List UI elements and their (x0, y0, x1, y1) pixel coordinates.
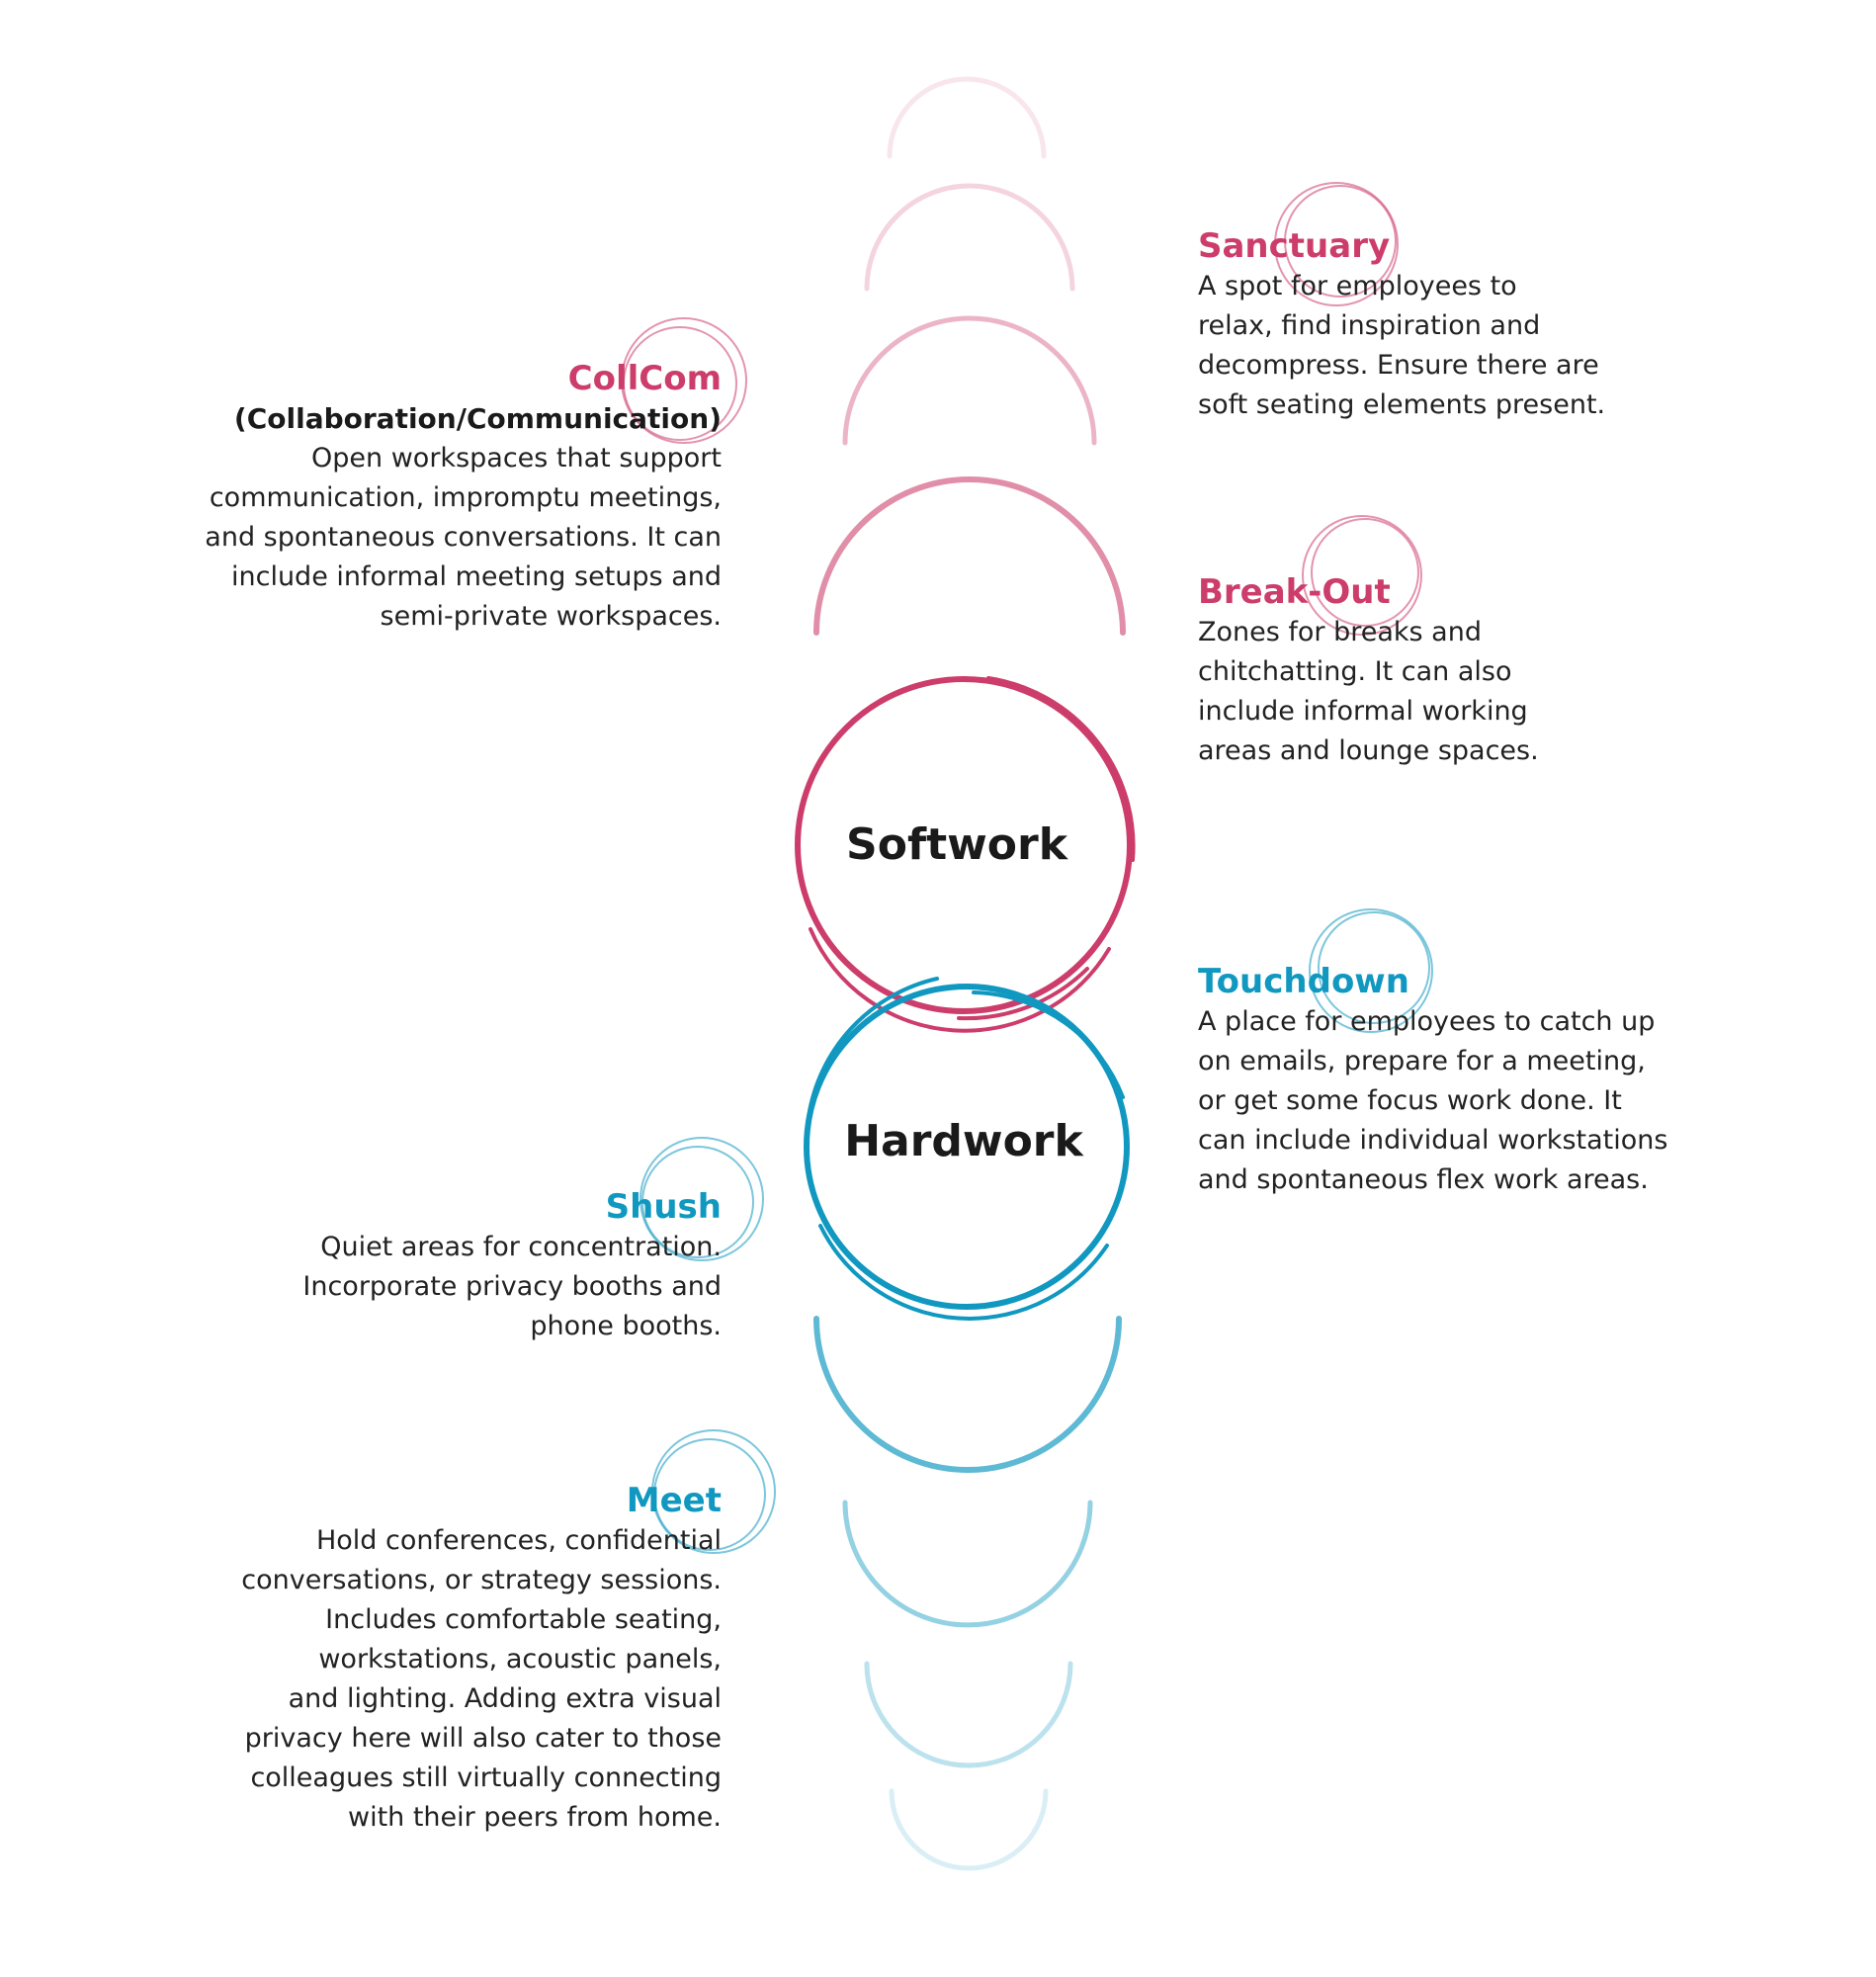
collcom-subtitle: (Collaboration/Communication) (233, 402, 722, 435)
hard-arc-4 (892, 1791, 1046, 1868)
collcom-description: Open workspaces that support communication, impromptu meetings, and spontaneous conversations. It can include informal meeting setups and semi-private workspaces. (205, 443, 722, 632)
shush-block (168, 1186, 722, 1346)
sanctuary-title: Sanctuary (1198, 226, 1391, 266)
breakout-description: Zones for breaks and chitchatting. It can also include informal working areas and lounge spaces. (1198, 617, 1539, 766)
hard-arc-2 (845, 1503, 1090, 1625)
touchdown-block (1198, 961, 1831, 1200)
breakout-title: Break-Out (1198, 572, 1391, 612)
breakout-block (1198, 571, 1751, 771)
soft-arc-2 (867, 186, 1072, 289)
hardwork-label: Hardwork (844, 1116, 1083, 1166)
soft-arc-3 (845, 318, 1094, 443)
meet-description: Hold conferences, confidential conversations, or strategy sessions. Includes comfortable seating, workstations, acoustic panels, and lighting. Adding extra visual privacy here will also cater to those colleagues still virtually connecting with their peers from home. (241, 1525, 722, 1833)
shush-title: Shush (605, 1187, 722, 1227)
sanctuary-block (1198, 225, 1751, 425)
soft-arc-4 (816, 479, 1123, 633)
sanctuary-description: A spot for employees to relax, find inspiration and decompress. Ensure there are soft seating elements present. (1198, 271, 1606, 420)
meet-title: Meet (626, 1481, 722, 1520)
collcom-block (148, 358, 722, 637)
soft-arc-1 (890, 79, 1044, 156)
hard-arc-3 (867, 1664, 1070, 1765)
shush-description: Quiet areas for concentration. Incorporate privacy booths and phone booths. (302, 1232, 722, 1341)
hard-arc-1 (816, 1319, 1119, 1470)
meet-block (128, 1480, 722, 1838)
collcom-title: CollCom (567, 359, 722, 398)
touchdown-description: A place for employees to catch up on emails, prepare for a meeting, or get some focus work done. It can include individual workstations and spontaneous flex work areas. (1198, 1006, 1668, 1195)
touchdown-title: Touchdown (1198, 962, 1409, 1001)
softwork-label: Softwork (846, 819, 1067, 870)
